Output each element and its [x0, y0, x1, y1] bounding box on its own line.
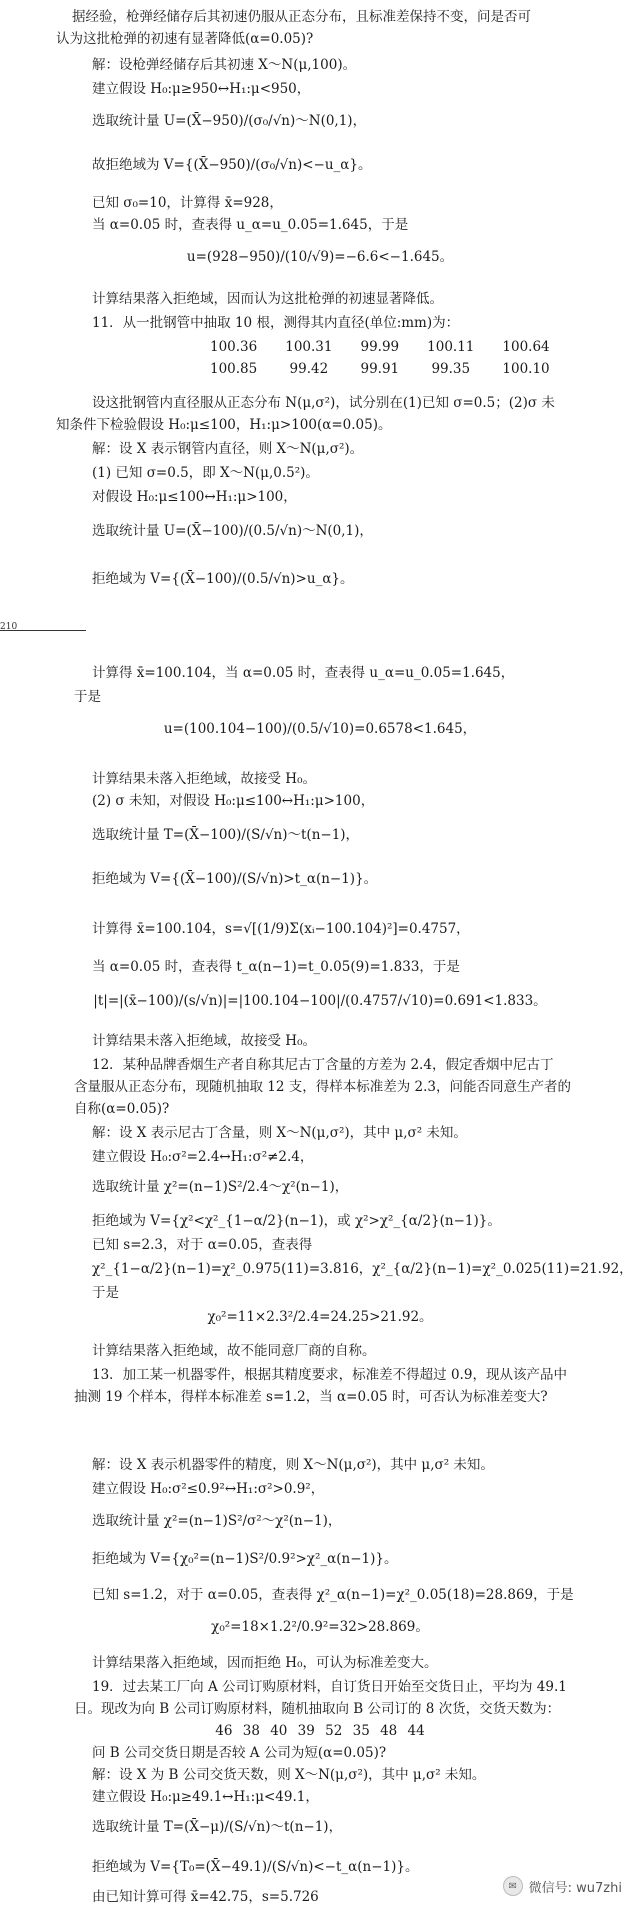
delivery-days-values: 46 38 40 39 52 35 48 44: [215, 1723, 425, 1739]
statistic-formula: 选取统计量 T=(X̄−100)/(S/√n)～t(n−1)，: [92, 827, 360, 843]
rejection-region-formula: 拒绝域为 V={(X̄−100)/(S/√n)>t_α(n−1)}。: [92, 871, 378, 887]
solution-text: (1) 已知 σ=0.5，即 X～N(μ,0.5²)。: [92, 465, 319, 481]
hypothesis-line: 对假设 H₀:μ≤100↔H₁:μ>100，: [92, 489, 297, 505]
table-row: [196, 358, 564, 380]
solution-text: 于是: [92, 1285, 119, 1301]
rejection-region-formula: 拒绝域为 V={χ₀²=(n−1)S²/0.9²>χ²_α(n−1)}。: [92, 1551, 398, 1567]
page-divider: [0, 630, 86, 631]
problem-text: 自称(α=0.05)?: [74, 1101, 170, 1117]
table-cell: 100.10: [502, 361, 550, 377]
solution-text: 于是: [74, 689, 101, 705]
watermark: [503, 1876, 622, 1896]
watermark-text: 微信号: wu7zhi: [528, 1880, 622, 1896]
problem-19-text: 19．过去某工厂向 A 公司订购原材料，自订货日开始至交货日止，平均为 49.1: [92, 1679, 567, 1695]
problem-text: 日。现改为向 B 公司订购原材料，随机抽取向 B 公司订的 8 次货，交货天数为：: [74, 1701, 561, 1717]
table-cell: 99.91: [360, 361, 400, 377]
solution-text: 当 α=0.05 时，查表得 t_α(n−1)=t_0.05(9)=1.833，于是: [92, 959, 460, 975]
rejection-region-formula: 故拒绝域为 V={(X̄−950)/(σ₀/√n)<−u_α}。: [92, 157, 372, 173]
hypothesis-line: 建立假设 H₀:σ²≤0.9²↔H₁:σ²>0.9²，: [92, 1481, 325, 1497]
statistic-formula: 选取统计量 χ²=(n−1)S²/2.4～χ²(n−1)，: [92, 1179, 349, 1195]
problem-text: 抽测 19 个样本，得样本标准差 s=1.2，当 α=0.05 时，可否认为标准差变大?: [74, 1389, 548, 1405]
computed-statistic-formula: |t|=|(x̄−100)/(s/√n)|=|100.104−100|/(0.4757/√10)=0.691<1.833。: [93, 993, 547, 1009]
rejection-region-formula: 拒绝域为 V={T₀=(X̄−49.1)/(S/√n)<−t_α(n−1)}。: [92, 1859, 419, 1875]
solution-text: 已知 s=2.3，对于 α=0.05，查表得: [92, 1237, 313, 1253]
critical-values-line: χ²_{1−α/2}(n−1)=χ²_0.975(11)=3.816，χ²_{α/2}(n−1)=χ²_0.025(11)=21.92，: [92, 1261, 633, 1277]
statistic-formula: 选取统计量 T=(X̄−μ)/(S/√n)～t(n−1)，: [92, 1819, 343, 1835]
table-cell: 99.42: [289, 361, 329, 377]
conclusion-text: 计算结果落入拒绝域，因而拒绝 H₀，可认为标准差变大。: [92, 1655, 438, 1671]
solution-text: 解：设枪弹经储存后其初速 X～N(μ,100)。: [92, 57, 357, 73]
solution-text: 解：设 X 为 B 公司交货天数，则 X～N(μ,σ²)，其中 μ,σ² 未知。: [92, 1767, 486, 1783]
page-number: 210: [0, 622, 18, 632]
critical-values-line: 已知 s=1.2，对于 α=0.05，查表得 χ²_α(n−1)=χ²_0.05(18)=28.869，于是: [92, 1587, 574, 1603]
table-cell: 100.11: [427, 339, 475, 355]
conclusion-text: 计算结果未落入拒绝域，故接受 H₀。: [92, 771, 316, 787]
hypothesis-line: 建立假设 H₀:μ≥950↔H₁:μ<950，: [92, 81, 311, 97]
computed-statistic-formula: χ₀²=11×2.3²/2.4=24.25>21.92。: [207, 1309, 433, 1325]
solution-text: 当 α=0.05 时，查表得 u_α=u_0.05=1.645，于是: [92, 217, 409, 233]
problem-12-text: 12．某种品牌香烟生产者自称其尼古丁含量的方差为 2.4，假定香烟中尼古丁: [92, 1057, 554, 1073]
statistic-formula: 选取统计量 χ²=(n−1)S²/σ²～χ²(n−1)，: [92, 1513, 342, 1529]
conclusion-text: 计算结果未落入拒绝域，故接受 H₀。: [92, 1033, 316, 1049]
conclusion-text: 计算结果落入拒绝域，因而认为这批枪弹的初速显著降低。: [92, 291, 443, 307]
table-cell: 100.31: [285, 339, 333, 355]
statistic-formula: 选取统计量 U=(X̄−100)/(0.5/√n)～N(0,1)，: [92, 523, 373, 539]
table-cell: 100.64: [502, 339, 550, 355]
problem-text: 认为这批枪弹的初速有显著降低(α=0.05)?: [56, 31, 314, 47]
hypothesis-line: 建立假设 H₀:μ≥49.1↔H₁:μ<49.1，: [92, 1789, 319, 1805]
measurement-table: [196, 336, 564, 380]
wechat-icon: ✉: [503, 1876, 523, 1896]
problem-text: 设这批钢管内直径服从正态分布 N(μ,σ²)，试分别在(1)已知 σ=0.5；(2)σ 未: [92, 395, 555, 411]
solution-text: 解：设 X 表示尼古丁含量，则 X～N(μ,σ²)，其中 μ,σ² 未知。: [92, 1125, 467, 1141]
problem-text: 含量服从正态分布，现随机抽取 12 支，得样本标准差为 2.3，问能否同意生产者的: [74, 1079, 572, 1095]
problem-text: 知条件下检验假设 H₀:μ≤100，H₁:μ>100(α=0.05)。: [56, 417, 392, 433]
computed-statistic-formula: χ₀²=18×1.2²/0.9²=32>28.869。: [211, 1619, 429, 1635]
solution-text: 已知 σ₀=10，计算得 x̄=928，: [92, 195, 283, 211]
table-cell: 99.99: [360, 339, 400, 355]
table-cell: 99.35: [431, 361, 471, 377]
problem-13-text: 13．加工某一机器零件，根据其精度要求，标准差不得超过 0.9，现从该产品中: [92, 1367, 567, 1383]
table-cell: 100.85: [210, 361, 258, 377]
computed-values-formula: 计算得 x̄=100.104，s=√[(1/9)Σ(xᵢ−100.104)²]=0.4757，: [92, 921, 470, 937]
solution-text: 解：设 X 表示机器零件的精度，则 X～N(μ,σ²)，其中 μ,σ² 未知。: [92, 1457, 494, 1473]
problem-text: 据经验，枪弹经储存后其初速仍服从正态分布，且标准差保持不变，问是否可: [72, 9, 531, 25]
statistic-formula: 选取统计量 U=(X̄−950)/(σ₀/√n)～N(0,1)，: [92, 113, 367, 129]
computed-statistic-formula: u=(928−950)/(10/√9)=−6.6<−1.645。: [186, 249, 454, 265]
computed-statistic-formula: u=(100.104−100)/(0.5/√10)=0.6578<1.645，: [163, 721, 477, 737]
conclusion-text: 计算结果落入拒绝域，故不能同意厂商的自称。: [92, 1343, 376, 1359]
solution-text: (2) σ 未知，对假设 H₀:μ≤100↔H₁:μ>100，: [92, 793, 375, 809]
hypothesis-line: 建立假设 H₀:σ²=2.4↔H₁:σ²≠2.4，: [92, 1149, 314, 1165]
rejection-region-formula: 拒绝域为 V={χ²<χ²_{1−α/2}(n−1)，或 χ²>χ²_{α/2}(n−1)}。: [92, 1213, 501, 1229]
solution-text: 计算得 x̄=100.104，当 α=0.05 时，查表得 u_α=u_0.05=1.645，: [92, 665, 515, 681]
rejection-region-formula: 拒绝域为 V={(X̄−100)/(0.5/√n)>u_α}。: [92, 571, 354, 587]
solution-text: 解：设 X 表示钢管内直径，则 X～N(μ,σ²)。: [92, 441, 364, 457]
problem-11-text: 11．从一批钢管中抽取 10 根，测得其内直径(单位:mm)为：: [92, 315, 460, 331]
solution-text: 由已知计算可得 x̄=42.75，s=5.726: [92, 1889, 319, 1905]
problem-text: 问 B 公司交货日期是否较 A 公司为短(α=0.05)?: [92, 1745, 387, 1761]
table-row: [196, 336, 564, 358]
table-cell: 100.36: [210, 339, 258, 355]
